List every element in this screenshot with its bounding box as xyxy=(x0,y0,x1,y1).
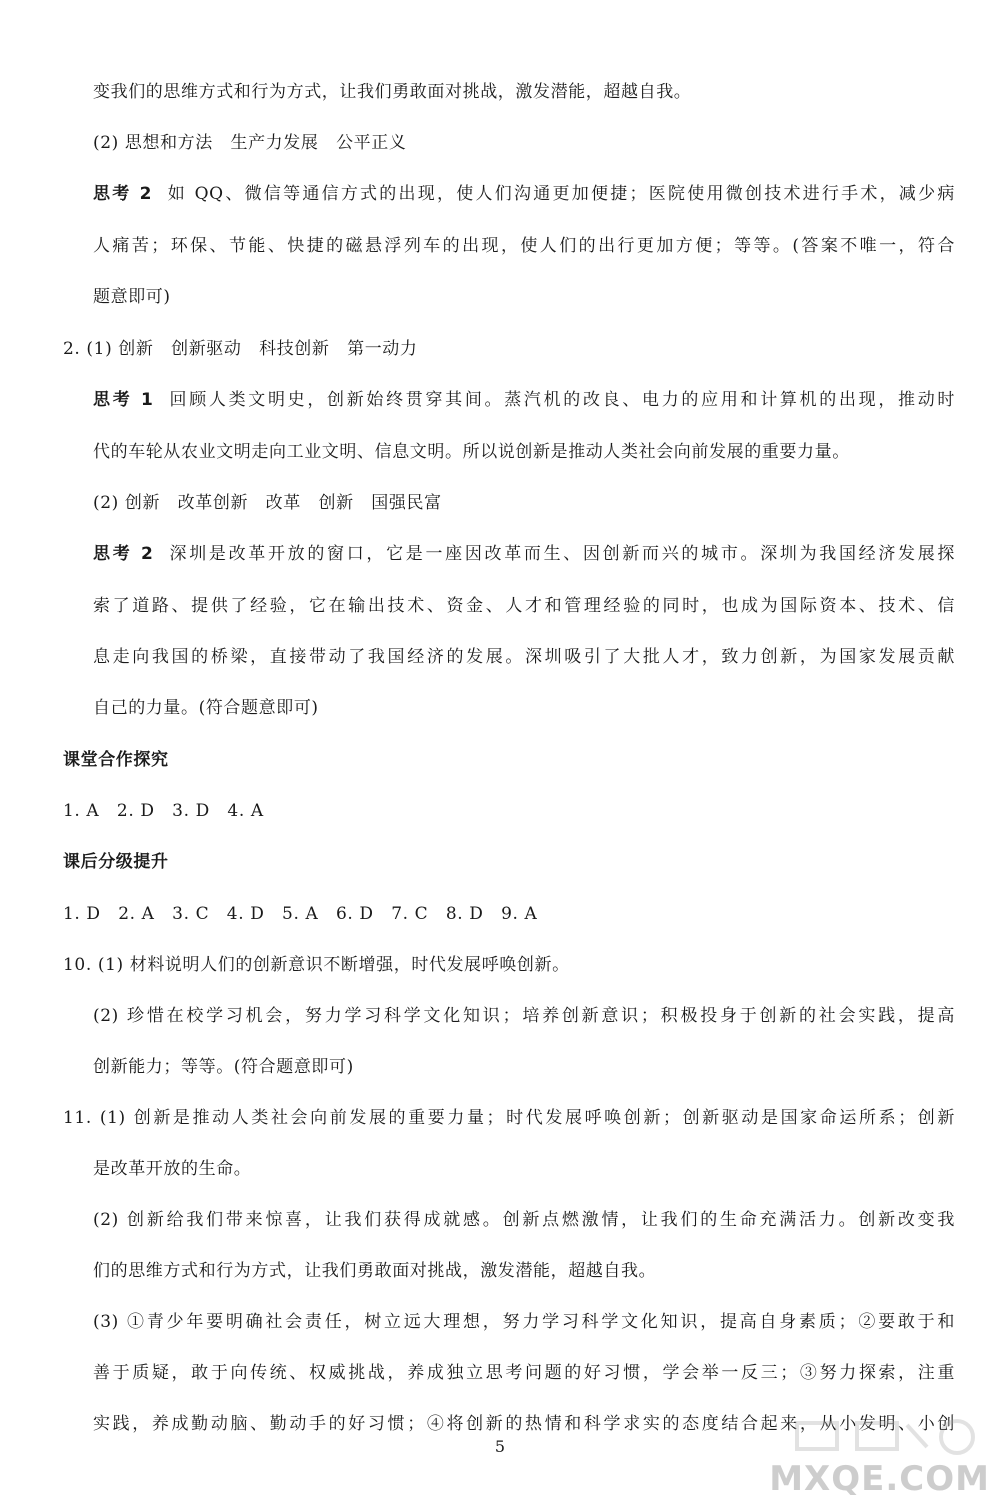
think-paragraph-line xyxy=(93,541,955,567)
text-line: 代的车轮从农业文明走向工业文明、信息文明。所以说创新是推动人类社会向前发展的重要力量。 xyxy=(93,442,850,462)
text-line: 息走向我国的桥梁，直接带动了我国经济的发展。深圳吸引了大批人才，致力创新，为国家发展贡献 xyxy=(93,647,955,667)
answer-line: 1. A 2. D 3. D 4. A xyxy=(63,801,264,821)
text-line: 人痛苦；环保、节能、快捷的磁悬浮列车的出现，使人们的出行更加方便；等等。(答案不唯一，符合 xyxy=(93,236,955,256)
text-line: (2) 珍惜在校学习机会，努力学习科学文化知识；培养创新意识；积极投身于创新的社会实践，提高 xyxy=(93,1006,955,1026)
text-span: 如 QQ、微信等通信方式的出现，使人们沟通更加便捷；医院使用微创技术进行手术，减少病 xyxy=(166,184,955,204)
section-heading: 课堂合作探究 xyxy=(63,750,169,770)
watermark-text: MXQE.COM xyxy=(769,1459,990,1499)
think-label: 思考 2 xyxy=(93,184,153,204)
text-line: (2) 创新给我们带来惊喜，让我们获得成就感。创新点燃激情，让我们的生命充满活力。创新改变我 xyxy=(93,1210,955,1230)
answer-line: 1. D 2. A 3. C 4. D 5. A 6. D 7. C 8. D 9. A xyxy=(63,904,538,924)
think-label: 思考 1 xyxy=(93,390,154,410)
text-line: 自己的力量。(符合题意即可) xyxy=(93,698,319,718)
text-line: 索了道路、提供了经验，它在输出技术、资金、人才和管理经验的同时，也成为国际资本、技术、信 xyxy=(93,596,955,616)
text-line: 善于质疑，敢于向传统、权威挑战，养成独立思考问题的好习惯，学会举一反三；③努力探索，注重 xyxy=(93,1363,955,1383)
text-line: 变我们的思维方式和行为方式，让我们勇敢面对挑战，激发潜能，超越自我。 xyxy=(93,82,692,102)
answer-line: 10. (1) 材料说明人们的创新意识不断增强，时代发展呼唤创新。 xyxy=(63,955,570,975)
answer-line: (2) 创新 改革创新 改革 创新 国强民富 xyxy=(93,493,442,513)
think-paragraph-line xyxy=(93,181,955,207)
answer-line: 11. (1) 创新是推动人类社会向前发展的重要力量；时代发展呼唤创新；创新驱动是国家命运所系；创新 xyxy=(63,1108,955,1128)
text-line: 是改革开放的生命。 xyxy=(93,1159,252,1179)
answer-line: (2) 思想和方法 生产力发展 公平正义 xyxy=(93,133,407,153)
text-line: 们的思维方式和行为方式，让我们勇敢面对挑战，激发潜能，超越自我。 xyxy=(93,1261,657,1281)
text-line: 题意即可) xyxy=(93,287,171,307)
answer-line: 2. (1) 创新 创新驱动 科技创新 第一动力 xyxy=(63,339,418,359)
section-heading: 课后分级提升 xyxy=(63,852,169,872)
text-line: (3) ①青少年要明确社会责任，树立远大理想，努力学习科学文化知识，提高自身素质；②要敢于和 xyxy=(93,1312,955,1332)
think-label: 思考 2 xyxy=(93,544,154,564)
text-span: 回顾人类文明史，创新始终贯穿其间。蒸汽机的改良、电力的应用和计算机的出现，推动时 xyxy=(167,390,955,410)
think-paragraph-line xyxy=(93,387,955,413)
page-number: 5 xyxy=(494,1437,506,1456)
text-span: 深圳是改革开放的窗口，它是一座因改革而生、因创新而兴的城市。深圳为我国经济发展探 xyxy=(167,544,955,564)
text-line: 实践，养成勤动脑、勤动手的好习惯；④将创新的热情和科学求实的态度结合起来，从小发明、小创 xyxy=(93,1414,955,1434)
text-line: 创新能力；等等。(符合题意即可) xyxy=(93,1057,354,1077)
